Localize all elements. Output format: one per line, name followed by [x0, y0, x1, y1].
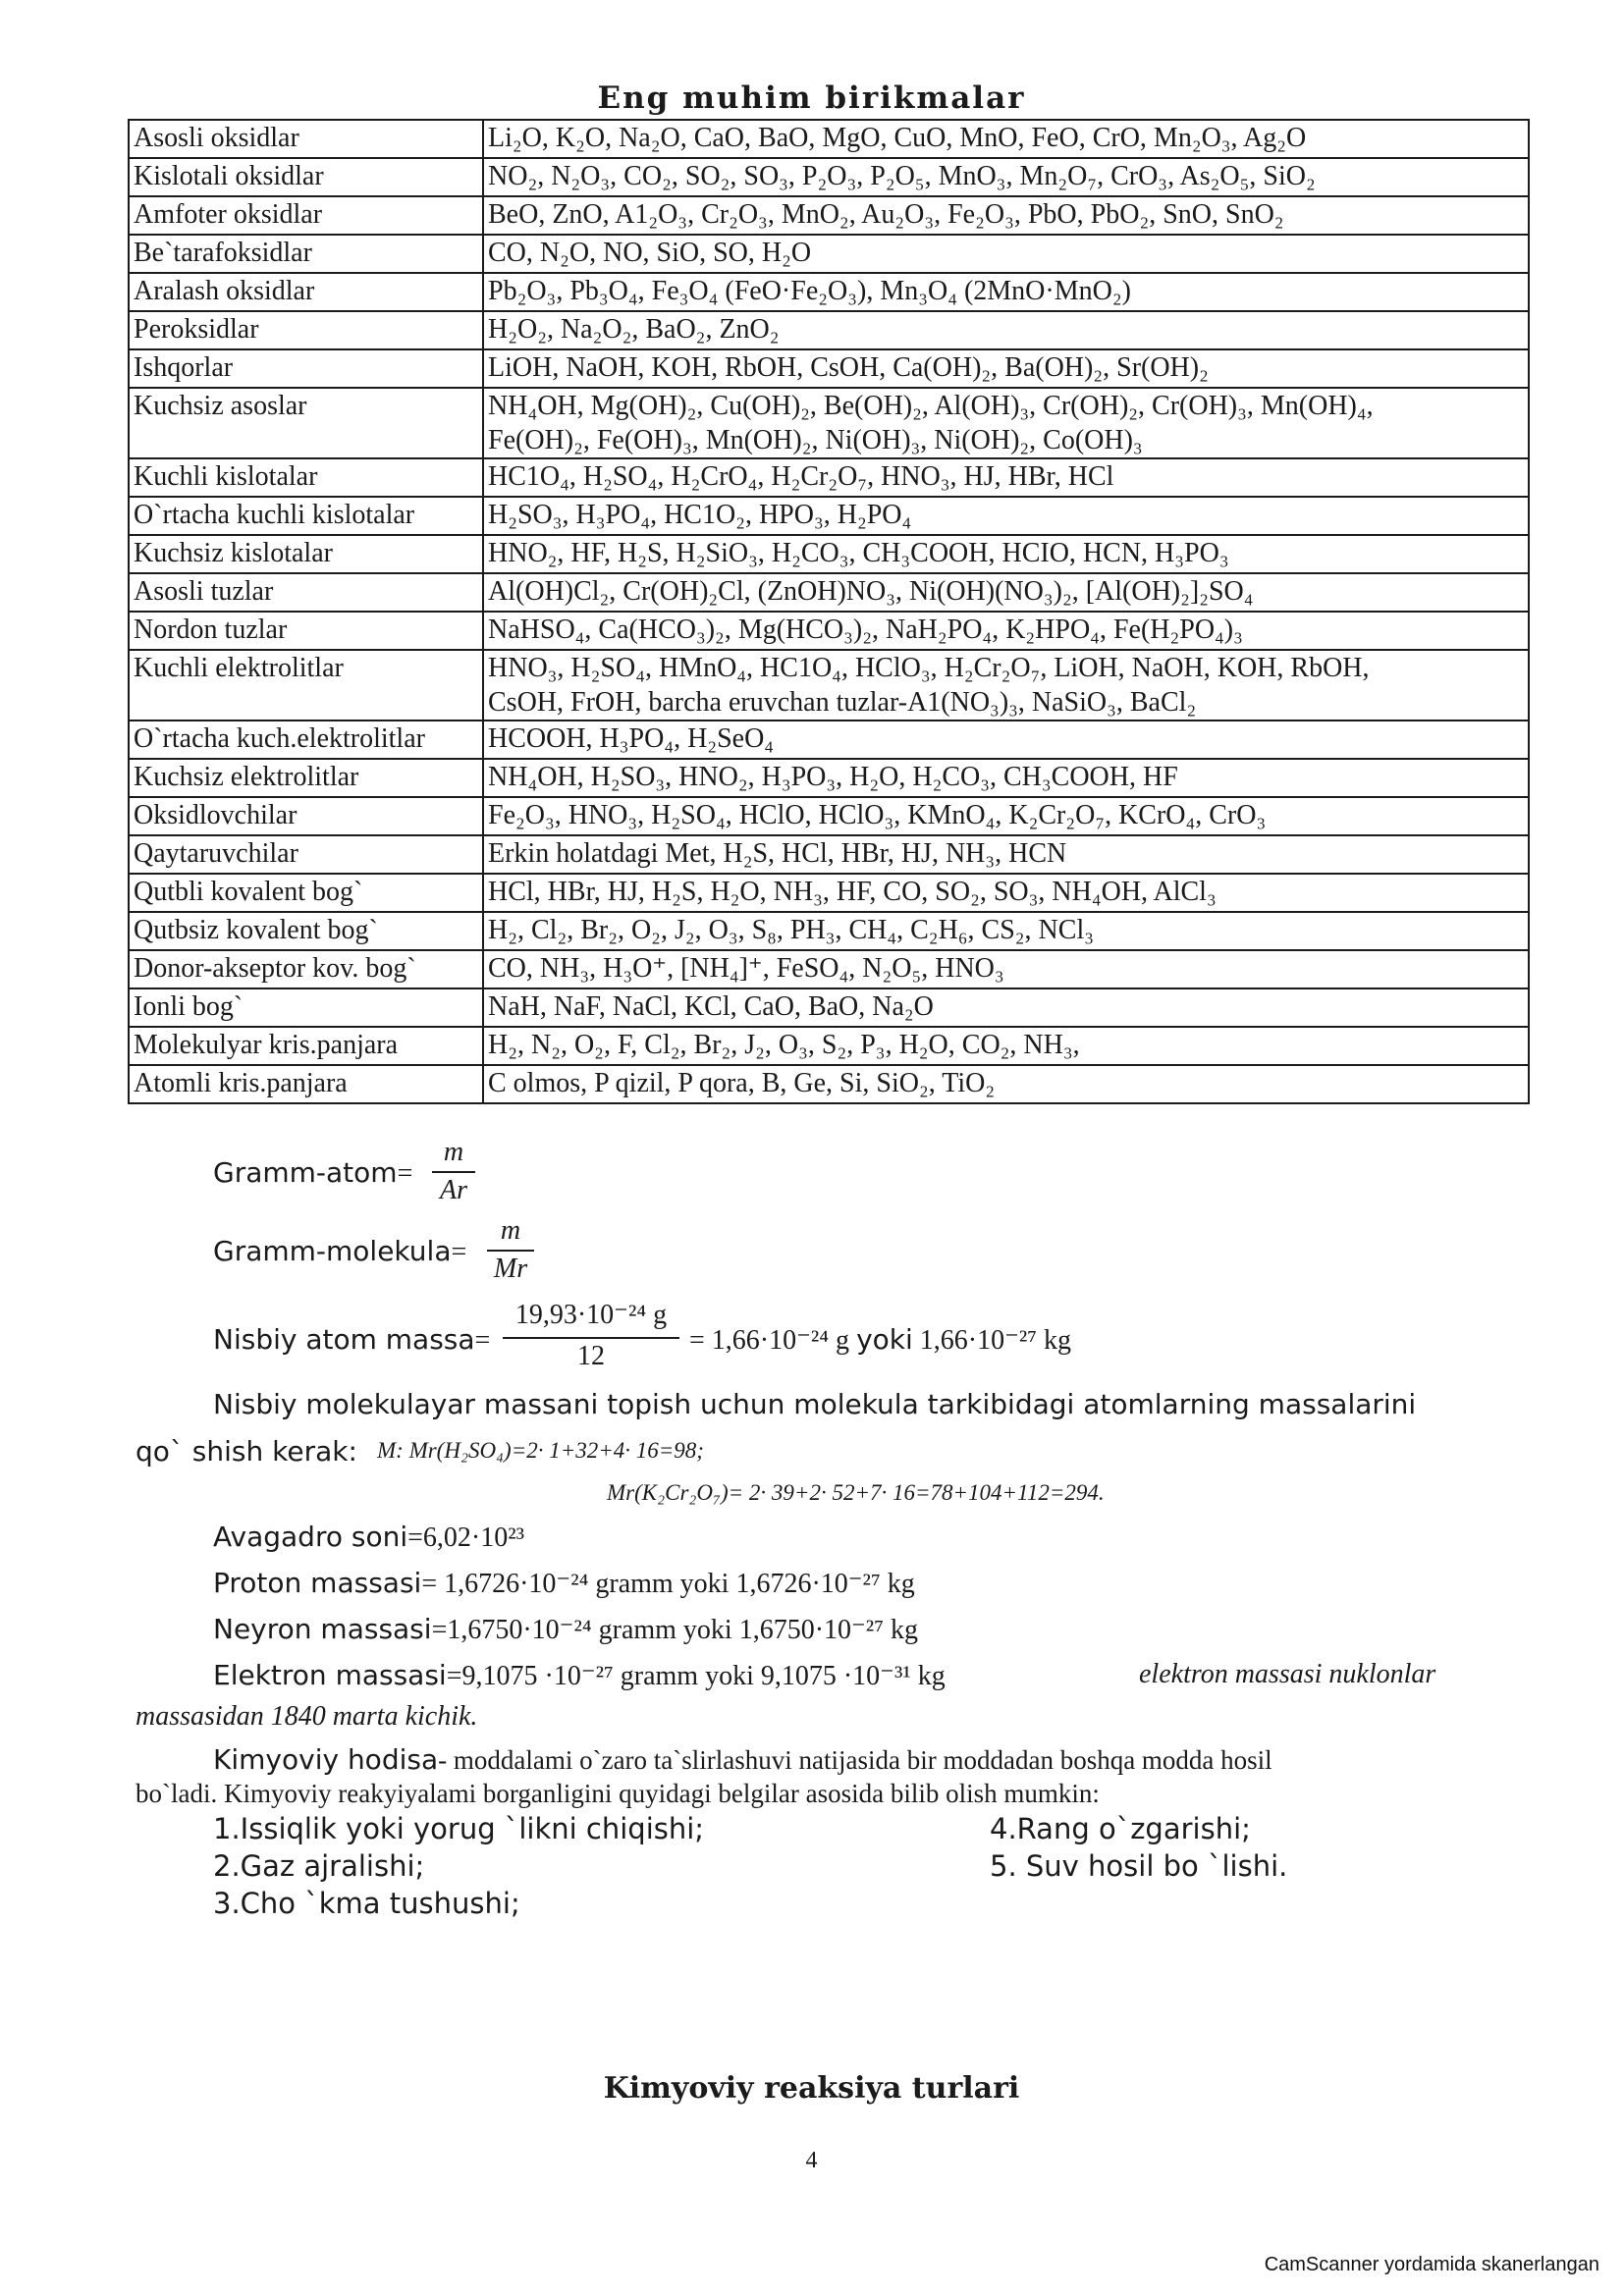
compounds-table: [128, 119, 1530, 1104]
compounds-line: Erkin holatdagi Met, H₂S, HCl, HBr, HJ, NH₃, HCN: [488, 838, 1067, 869]
compounds-cell: [483, 912, 1529, 950]
compounds-cell: [483, 797, 1529, 835]
table-row: [129, 235, 1529, 273]
compounds-line: CsOH, FrOH, barcha eruvchan tuzlar-A1(NO₃)₃, NaSiO₃, BaCl₂: [488, 687, 1197, 718]
gramm-atom-denominator: Ar: [440, 1175, 467, 1205]
compounds-line: Li₂O, K₂O, Na₂O, CaO, BaO, MgO, CuO, MnO, FeO, CrO, Mn₂O₃, Ag₂O: [488, 123, 1307, 153]
table-row: [129, 1027, 1529, 1065]
compounds-cell: [483, 311, 1529, 349]
compounds-cell: [483, 721, 1529, 759]
compounds-line: LiOH, NaOH, KOH, RbOH, CsOH, Ca(OH)₂, Ba(OH)₂, Sr(OH)₂: [488, 352, 1209, 383]
gramm-atom-label: Gramm-atom: [213, 1156, 398, 1189]
compounds-cell: [483, 950, 1529, 988]
category-cell: O`rtacha kuch.elektrolitlar: [129, 721, 483, 759]
table-row: [129, 1065, 1529, 1103]
table-row: [129, 988, 1529, 1027]
compounds-cell: [483, 573, 1529, 612]
nisbiy-atom-label: Nisbiy atom massa=: [213, 1323, 491, 1356]
avagadro-line: Avagadro soni=6,02·10²³: [213, 1521, 525, 1553]
table-row: [129, 573, 1529, 612]
compounds-line: Al(OH)Cl₂, Cr(OH)₂Cl, (ZnOH)NO₃, Ni(OH)(NO₃)₂, [Al(OH)₂]₂SO₄: [488, 576, 1254, 607]
gramm-molekula-numerator: m: [500, 1215, 521, 1246]
compounds-line: Fe(OH)₂, Fe(OH)₃, Mn(OH)₂, Ni(OH)₃, Ni(OH)₂, Co(OH)₃: [488, 425, 1143, 455]
compounds-line: H₂, Cl₂, Br₂, O₂, J₂, O₃, S₈, PH₃, CH₄, C₂H₆, CS₂, NCl₃: [488, 915, 1094, 945]
table-row: [129, 311, 1529, 349]
compounds-line: NaHSO₄, Ca(HCO₃)₂, Mg(HCO₃)₂, NaH₂PO₄, K₂HPO₄, Fe(H₂PO₄)₃: [488, 614, 1243, 645]
category-cell: Qaytaruvchilar: [129, 835, 483, 874]
compounds-cell: [483, 196, 1529, 235]
page-title: Eng muhim birikmalar: [597, 80, 1026, 116]
category-cell: Molekulyar kris.panjara: [129, 1027, 483, 1065]
compounds-line: HNO₃, H₂SO₄, HMnO₄, HC1O₄, HClO₃, H₂Cr₂O₇, LiOH, NaOH, KOH, RbOH,: [488, 653, 1370, 683]
table-row: [129, 835, 1529, 874]
category-cell: O`rtacha kuchli kislotalar: [129, 497, 483, 535]
category-cell: Qutbsiz kovalent bog`: [129, 912, 483, 950]
category-cell: Be`tarafoksidlar: [129, 235, 483, 273]
category-cell: Atomli kris.panjara: [129, 1065, 483, 1103]
gramm-molekula-label: Gramm-molekula: [213, 1235, 452, 1267]
table-row: [129, 458, 1529, 497]
compounds-line: NaH, NaF, NaCl, KCl, CaO, BaO, Na₂O: [488, 991, 934, 1022]
table-row: [129, 120, 1529, 158]
category-cell: Amfoter oksidlar: [129, 196, 483, 235]
page-number: 4: [805, 2148, 818, 2173]
section-title: Kimyoviy reaksiya turlari: [603, 2071, 1020, 2106]
compounds-cell: [483, 1027, 1529, 1065]
category-cell: Kuchsiz asoslar: [129, 388, 483, 458]
compounds-line: C olmos, P qizil, P qora, B, Ge, Si, SiO₂, TiO₂: [488, 1068, 996, 1098]
table-row: [129, 912, 1529, 950]
compounds-line: NH₄OH, H₂SO₃, HNO₂, H₃PO₃, H₂O, H₂CO₃, CH₃COOH, HF: [488, 762, 1178, 792]
gramm-atom-formula: Gramm-atom=: [213, 1156, 413, 1189]
elektron-note-2: massasidan 1840 marta kichik.: [135, 1701, 478, 1732]
table-row: [129, 874, 1529, 912]
elektron-note-1: elektron massasi nuklonlar: [1139, 1659, 1436, 1689]
compounds-cell: [483, 988, 1529, 1027]
compounds-line: Pb₂O₃, Pb₃O₄, Fe₃O₄ (FeO·Fe₂O₃), Mn₃O₄ (2MnO·MnO₂): [488, 276, 1131, 306]
fraction-bar: [503, 1337, 679, 1339]
nisbiy-atom-numerator: 19,93·10⁻²⁴ g: [514, 1300, 668, 1330]
compounds-cell: [483, 874, 1529, 912]
elektron-line: Elektron massasi=9,1075 ·10⁻²⁷ gramm yoki 9,1075 ·10⁻³¹ kg: [213, 1659, 946, 1691]
compounds-line: H₂SO₃, H₃PO₄, HC1O₂, HPO₃, H₂PO₄: [488, 500, 912, 530]
compounds-cell: [483, 835, 1529, 874]
category-cell: Kislotali oksidlar: [129, 158, 483, 196]
fraction-bar: [432, 1171, 475, 1173]
compounds-line: BeO, ZnO, A1₂O₃, Cr₂O₃, MnO₂, Au₂O₃, Fe₂O₃, PbO, PbO₂, SnO, SnO₂: [488, 199, 1284, 230]
category-cell: Asosli oksidlar: [129, 120, 483, 158]
compounds-cell: [483, 612, 1529, 650]
nisbiy-atom-result: = 1,66·10⁻²⁴ g yoki 1,66·10⁻²⁷ kg: [689, 1323, 1072, 1356]
neyron-line: Neyron massasi=1,6750·10⁻²⁴ gramm yoki 1,6750·10⁻²⁷ kg: [213, 1613, 918, 1645]
compounds-cell: [483, 1065, 1529, 1103]
category-cell: Asosli tuzlar: [129, 573, 483, 612]
category-cell: Qutbli kovalent bog`: [129, 874, 483, 912]
compounds-line: NH₄OH, Mg(OH)₂, Cu(OH)₂, Be(OH)₂, Al(OH)₃, Cr(OH)₂, Cr(OH)₃, Mn(OH)₄,: [488, 391, 1374, 421]
compounds-line: H₂O₂, Na₂O₂, BaO₂, ZnO₂: [488, 314, 780, 345]
gramm-molekula-formula: Gramm-molekula=: [213, 1235, 467, 1267]
molecular-example-2: Mr(K₂Cr₂O₇)= 2· 39+2· 52+7· 16=78+104+112=294.: [607, 1480, 1105, 1505]
compounds-cell: [483, 388, 1529, 458]
category-cell: Peroksidlar: [129, 311, 483, 349]
compounds-line: HNO₂, HF, H₂S, H₂SiO₃, H₂CO₃, CH₃COOH, HCIO, HCN, H₃PO₃: [488, 538, 1229, 568]
compounds-cell: [483, 273, 1529, 311]
hodisa-line-2: bo`ladi. Kimyoviy reakyiyalami borganligini quyidagi belgilar asosida bilib olish mumkin:: [135, 1779, 1100, 1808]
compounds-cell: [483, 535, 1529, 573]
table-row: [129, 612, 1529, 650]
table-row: [129, 497, 1529, 535]
compounds-cell: [483, 158, 1529, 196]
sign-5: 5. Suv hosil bo `lishi.: [990, 1849, 1288, 1883]
compounds-cell: [483, 759, 1529, 797]
table-row: [129, 273, 1529, 311]
compounds-cell: [483, 235, 1529, 273]
compounds-line: HCl, HBr, HJ, H₂S, H₂O, NH₃, HF, CO, SO₂, SO₃, NH₄OH, AlCl₃: [488, 877, 1217, 907]
scanner-watermark: CamScanner yordamida skanerlangan: [1264, 2254, 1599, 2275]
category-cell: Kuchsiz elektrolitlar: [129, 759, 483, 797]
molecular-mass-text-2: qo` shish kerak:: [135, 1435, 357, 1468]
hodisa-line-1: Kimyoviy hodisa- moddalami o`zaro ta`slirlashuvi natijasida bir moddadan boshqa modda hosil: [213, 1743, 1272, 1776]
gramm-molekula-denominator: Mr: [493, 1254, 528, 1284]
compounds-line: NO₂, N₂O₃, CO₂, SO₂, SO₃, P₂O₃, P₂O₅, MnO₃, Mn₂O₇, CrO₃, As₂O₅, SiO₂: [488, 161, 1316, 191]
sign-4: 4.Rang o`zgarishi;: [990, 1812, 1251, 1845]
category-cell: Kuchli kislotalar: [129, 458, 483, 497]
table-row: [129, 759, 1529, 797]
category-cell: Nordon tuzlar: [129, 612, 483, 650]
compounds-cell: [483, 458, 1529, 497]
table-row: [129, 797, 1529, 835]
molecular-example-1: M: Mr(H₂SO₄)=2· 1+32+4· 16=98;: [377, 1438, 704, 1463]
table-row: [129, 158, 1529, 196]
category-cell: Kuchli elektrolitlar: [129, 650, 483, 721]
sign-2: 2.Gaz ajralishi;: [213, 1849, 425, 1883]
compounds-line: HCOOH, H₃PO₄, H₂SeO₄: [488, 723, 775, 754]
sign-3: 3.Cho `kma tushushi;: [213, 1887, 520, 1920]
table-row: [129, 196, 1529, 235]
compounds-line: HC1O₄, H₂SO₄, H₂CrO₄, H₂Cr₂O₇, HNO₃, HJ, HBr, HCl: [488, 461, 1114, 492]
table-row: [129, 349, 1529, 388]
compounds-cell: [483, 650, 1529, 721]
fraction-bar: [487, 1250, 534, 1252]
table-row: [129, 535, 1529, 573]
sign-1: 1.Issiqlik yoki yorug `likni chiqishi;: [213, 1812, 705, 1845]
category-cell: Oksidlovchilar: [129, 797, 483, 835]
category-cell: Kuchsiz kislotalar: [129, 535, 483, 573]
category-cell: Aralash oksidlar: [129, 273, 483, 311]
category-cell: Ishqorlar: [129, 349, 483, 388]
table-row: [129, 950, 1529, 988]
compounds-cell: [483, 120, 1529, 158]
category-cell: Donor-akseptor kov. bog`: [129, 950, 483, 988]
compounds-line: CO, N₂O, NO, SiO, SO, H₂O: [488, 238, 812, 268]
compounds-cell: [483, 349, 1529, 388]
table-row: [129, 721, 1529, 759]
nisbiy-atom-denominator: 12: [577, 1341, 605, 1371]
compounds-line: CO, NH₃, H₃O⁺, [NH₄]⁺, FeSO₄, N₂O₅, HNO₃: [488, 953, 1004, 984]
compounds-cell: [483, 497, 1529, 535]
molecular-mass-text-1: Nisbiy molekulayar massani topish uchun molekula tarkibidagi atomlarning massalarini: [213, 1388, 1417, 1420]
gramm-atom-numerator: m: [443, 1137, 464, 1167]
table-row: [129, 650, 1529, 721]
compounds-line: H₂, N₂, O₂, F, Cl₂, Br₂, J₂, O₃, S₂, P₃, H₂O, CO₂, NH₃,: [488, 1030, 1080, 1060]
proton-line: Proton massasi= 1,6726·10⁻²⁴ gramm yoki 1,6726·10⁻²⁷ kg: [213, 1567, 915, 1599]
category-cell: Ionli bog`: [129, 988, 483, 1027]
table-row: [129, 388, 1529, 458]
compounds-line: Fe₂O₃, HNO₃, H₂SO₄, HClO, HClO₃, KMnO₄, K₂Cr₂O₇, KCrO₄, CrO₃: [488, 800, 1267, 830]
